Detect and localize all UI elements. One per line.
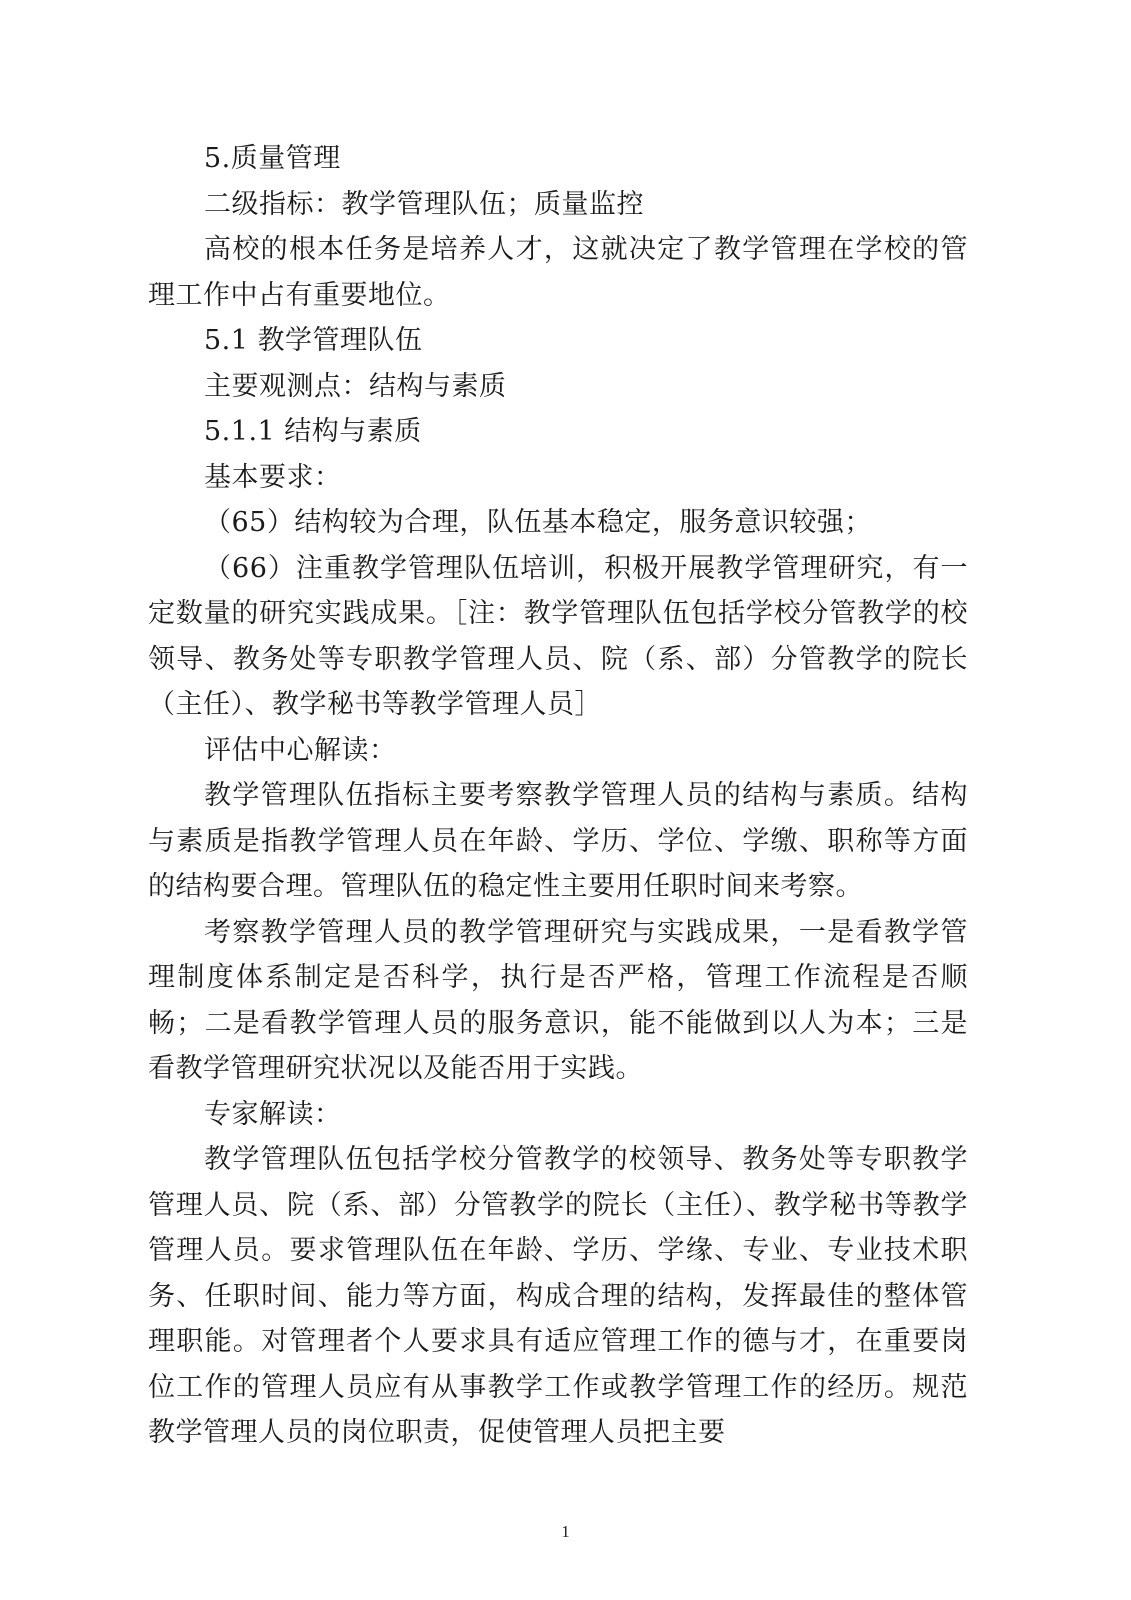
subsection-heading: 5.1 教学管理队伍: [204, 325, 423, 356]
page-number: 1: [561, 1522, 570, 1541]
observation-point: 主要观测点：结构与素质: [204, 370, 507, 402]
requirement-65: （65）结构较为合理，队伍基本稳定，服务意识较强；: [204, 507, 872, 538]
center-interpretation-paragraph-1: 教学管理队伍指标主要考察教学管理人员的结构与素质。结构与素质是指教学管理人员在年龄、学历、学位、学缴、职称等方面的结构要合理。管理队伍的稳定性主要用任职时间来考察。: [148, 780, 968, 902]
section-heading: 5.质量管理: [204, 143, 341, 174]
subsubsection-heading: 5.1.1 结构与素质: [204, 416, 422, 447]
expert-interpretation-label: 专家解读：: [204, 1098, 342, 1130]
center-interpretation-label: 评估中心解读：: [204, 734, 397, 766]
expert-interpretation-paragraph: 教学管理队伍包括学校分管教学的校领导、教务处等专职教学管理人员、院（系、部）分管教学的院长（主任）、教学秘书等教学管理人员。要求管理队伍在年龄、学历、学缘、专业、专业技术职务、任职时间、能力等方面，构成合理的结构，发挥最佳的整体管理职能。对管理者个人要求具有适应管理工作的德与才，在重要岗位工作的管理人员应有从事教学工作或教学管理工作的经历。规范教学管理人员的岗位职责，促使管理人员把主要: [148, 1144, 968, 1448]
center-interpretation-paragraph-2: 考察教学管理人员的教学管理研究与实践成果，一是看教学管理制度体系制定是否科学，执行是否严格，管理工作流程是否顺畅；二是看教学管理人员的服务意识，能不能做到以人为本；三是看教学管理研究状况以及能否用于实践。: [148, 916, 968, 1084]
requirement-66: （66）注重教学管理队伍培训，积极开展教学管理研究，有一定数量的研究实践成果。［注：教学管理队伍包括学校分管教学的校领导、教务处等专职教学管理人员、院（系、部）分管教学的院长（主任）、教学秘书等教学管理人员］: [148, 552, 968, 720]
basic-requirements-label: 基本要求：: [204, 461, 342, 493]
body-text: [148, 136, 968, 1456]
intro-paragraph: 高校的根本任务是培养人才，这就决定了教学管理在学校的管理工作中占有重要地位。: [148, 234, 968, 311]
secondary-indicators: 二级指标：教学管理队伍；质量监控: [204, 188, 644, 220]
